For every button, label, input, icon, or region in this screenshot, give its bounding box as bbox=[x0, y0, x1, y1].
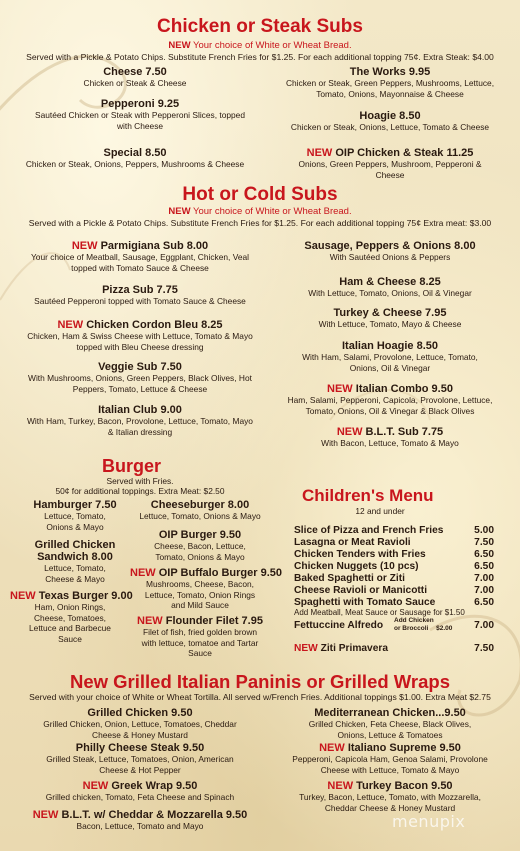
kids-item-name: Cheese Ravioli or Manicotti bbox=[294, 585, 428, 596]
served-note: Served with your choice of White or Wheat Tortilla. All served w/French Fries. Additional toppings $1.00. Extra Meat $2.75 bbox=[29, 692, 491, 702]
bread-note: NEW Your choice of White or Wheat Bread. bbox=[168, 206, 352, 217]
section-title-hot-cold-subs: Hot or Cold Subs bbox=[182, 184, 338, 205]
menu-item: NEW OIP Chicken & Steak 11.25 Onions, Green Peppers, Mushroom, Pepperoni & Cheese bbox=[298, 147, 482, 180]
menu-item: Pepperoni 9.25 Sautéed Chicken or Steak with Pepperoni Slices, topped with Cheese bbox=[35, 98, 245, 131]
served-note: Served with a Pickle & Potato Chips. Substitute French Fries for $1.25. For each additional topping 75¢ Extra meat: $3.00 bbox=[28, 218, 492, 228]
menu-item: Turkey & Cheese 7.95 With Lettuce, Tomato, Mayo & Cheese bbox=[318, 307, 462, 329]
kids-item-name: Lasagna or Meat Ravioli bbox=[294, 537, 411, 548]
kids-item-name: Chicken Nuggets (10 pcs) bbox=[294, 561, 419, 572]
bread-note: NEW Your choice of White or Wheat Bread. bbox=[168, 40, 352, 51]
menu-item: The Works 9.95 Chicken or Steak, Green Peppers, Mushrooms, Lettuce, Tomato, Onions, Mayonnaise & Cheese bbox=[285, 66, 495, 99]
menu-item: Cheese 7.50 Chicken or Steak & Cheese bbox=[83, 66, 187, 88]
kids-item-price: 6.50 bbox=[474, 561, 494, 572]
kids-item bbox=[294, 525, 494, 536]
kids-item bbox=[294, 537, 494, 548]
kids-item bbox=[294, 585, 494, 596]
served-note: 50¢ for additional toppings. Extra Meat: $2.50 bbox=[55, 486, 225, 496]
menu-item: NEW Chicken Cordon Bleu 8.25 Chicken, Ham & Swiss Cheese with Lettuce, Tomato & Mayo topped with Bleu Cheese dressing bbox=[27, 319, 253, 352]
section-title-chicken-steak-subs: Chicken or Steak Subs bbox=[157, 16, 363, 37]
menu-item: NEW Texas Burger 9.00 Ham, Onion Rings, Cheese, Tomatoes, Lettuce and Barbecue Sauce bbox=[10, 590, 133, 644]
section-title-burger: Burger bbox=[102, 456, 162, 476]
menu-item: Special 8.50 Chicken or Steak, Onions, Peppers, Mushrooms & Cheese bbox=[25, 147, 245, 169]
kids-item-price: 6.50 bbox=[474, 549, 494, 560]
section-title-childrens-menu: Children's Menu bbox=[302, 486, 434, 505]
spaghetti-note: Add Meatball, Meat Sauce or Sausage for $1.50 bbox=[294, 608, 465, 617]
menu-item: OIP Burger 9.50 Cheese, Bacon, Lettuce, Tomato, Onions & Mayo bbox=[154, 529, 246, 562]
menu-item: Ham & Cheese 8.25 With Lettuce, Tomato, Onions, Oil & Vinegar bbox=[308, 276, 472, 298]
menu-item: Hamburger 7.50 Lettuce, Tomato, Onions & Mayo bbox=[33, 499, 117, 532]
menu-item: Grilled Chicken Sandwich 8.00 Lettuce, Tomato, Cheese & Mayo bbox=[34, 539, 116, 584]
menu-item: Hoagie 8.50 Chicken or Steak, Onions, Lettuce, Tomato & Cheese bbox=[290, 110, 490, 132]
menu-item: NEW Parmigiana Sub 8.00 Your choice of Meatball, Sausage, Eggplant, Chicken, Veal topped with Tomato Sauce & Cheese bbox=[30, 240, 250, 273]
menu-item: Sausage, Peppers & Onions 8.00 With Sautéed Onions & Peppers bbox=[304, 240, 476, 262]
kids-item-price: 7.50 bbox=[474, 537, 494, 548]
kids-item-price: 6.50 bbox=[474, 597, 494, 608]
kids-item bbox=[294, 561, 494, 572]
kids-item-price: 7.00 bbox=[474, 585, 494, 596]
menu-item: Philly Cheese Steak 9.50 Grilled Steak, Lettuce, Tomatoes, Onion, American Cheese & Hot Pepper bbox=[46, 742, 234, 775]
menu-item: NEW Greek Wrap 9.50 Grilled chicken, Tomato, Feta Cheese and Spinach bbox=[45, 780, 235, 802]
section-title-paninis: New Grilled Italian Paninis or Grilled Wraps bbox=[69, 671, 451, 692]
kids-item bbox=[294, 597, 494, 608]
menu-item: Grilled Chicken 9.50 Grilled Chicken, Onion, Lettuce, Tomatoes, Cheddar Cheese & Honey Mustard bbox=[43, 707, 237, 740]
kids-item-ziti: NEW Ziti Primavera 7.50 bbox=[294, 643, 494, 654]
age-note: 12 and under bbox=[355, 506, 405, 516]
menu-item: NEW Flounder Filet 7.95 Filet of fish, fried golden brown with lettuce, tomatoe and Tartar Sauce bbox=[137, 615, 263, 658]
kids-item-fettuccine: Fettuccine Alfredo Add Chicken or Broccoli $2.00 7.00 bbox=[294, 617, 494, 632]
kids-item-price: 5.00 bbox=[474, 525, 494, 536]
watermark-logo: menupix bbox=[392, 812, 466, 831]
menu-item: NEW Italiano Supreme 9.50 Pepperoni, Capicola Ham, Genoa Salami, Provolone Cheese with Lettuce, Tomato & Mayo bbox=[292, 742, 488, 775]
menu-item: NEW B.L.T. w/ Cheddar & Mozzarella 9.50 Bacon, Lettuce, Tomato and Mayo bbox=[32, 809, 248, 831]
menu-item: Italian Hoagie 8.50 With Ham, Salami, Provolone, Lettuce, Tomato, Onions, Oil & Vinegar bbox=[302, 340, 478, 373]
menu-item: NEW B.L.T. Sub 7.75 With Bacon, Lettuce, Tomato & Mayo bbox=[321, 426, 459, 448]
kids-item bbox=[294, 573, 494, 584]
menu-item: Pizza Sub 7.75 Sautéed Pepperoni topped with Tomato Sauce & Cheese bbox=[34, 284, 246, 306]
kids-item-name: Spaghetti with Tomato Sauce bbox=[294, 597, 436, 608]
menu-item: Veggie Sub 7.50 With Mushrooms, Onions, Green Peppers, Black Olives, Hot Peppers, Tomato, Lettuce & Cheese bbox=[28, 361, 252, 394]
kids-item-name: Slice of Pizza and French Fries bbox=[294, 525, 444, 536]
kids-item bbox=[294, 549, 494, 560]
menu-item: NEW Turkey Bacon 9.50 Turkey, Bacon, Lettuce, Tomato, with Mozzarella, Cheddar Cheese & Honey Mustard bbox=[299, 780, 481, 813]
kids-item-price: 7.00 bbox=[474, 573, 494, 584]
served-note: Served with Fries. bbox=[106, 476, 174, 486]
menu-item: Cheeseburger 8.00 Lettuce, Tomato, Onions & Mayo bbox=[139, 499, 261, 521]
kids-item-name: Baked Spaghetti or Ziti bbox=[294, 573, 405, 584]
menu-item: NEW Italian Combo 9.50 Ham, Salami, Pepperoni, Capicola, Provolone, Lettuce, Tomato, Onions, Oil & Vinegar & Black Olives bbox=[287, 383, 493, 416]
menu-item: NEW OIP Buffalo Burger 9.50 Mushrooms, Cheese, Bacon, Lettuce, Tomato, Onion Rings and Mild Sauce bbox=[130, 567, 283, 610]
fettuccine-addon: Add Chicken or Broccoli $2.00 bbox=[394, 617, 453, 632]
kids-item-name: Chicken Tenders with Fries bbox=[294, 549, 426, 560]
menu-item: Italian Club 9.00 With Ham, Turkey, Bacon, Provolone, Lettuce, Tomato, Mayo & Italian dressing bbox=[27, 404, 253, 437]
served-note: Served with a Pickle & Potato Chips. Substitute French Fries for $1.25. For each additional topping 75¢. Extra Steak: $4.00 bbox=[26, 52, 494, 62]
menu-item: Mediterranean Chicken...9.50 Grilled Chicken, Feta Cheese, Black Olives, Onions, Lettuce & Tomatoes bbox=[308, 707, 472, 740]
